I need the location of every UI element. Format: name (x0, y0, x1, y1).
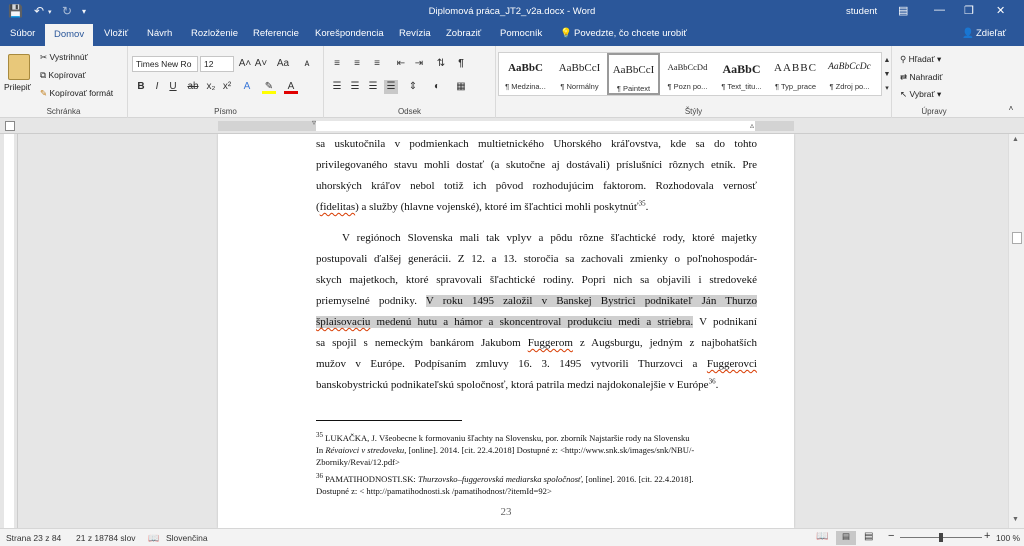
user-name[interactable]: student (846, 6, 878, 17)
text-line: uhorských kráľov nebol totiž ich pôvod rozhodujúcim faktorom. Rozhodovala vernosť (316, 180, 757, 192)
borders-icon[interactable]: ▦ (456, 81, 466, 92)
zoom-level[interactable]: 100 % (996, 533, 1021, 543)
strikethrough-icon[interactable]: ab (187, 81, 199, 92)
align-center-icon[interactable]: ☰ (350, 81, 360, 92)
style-item[interactable] (553, 53, 606, 95)
zoom-slider-thumb[interactable] (939, 533, 943, 542)
indent-marker-icon[interactable]: ▿ (312, 118, 317, 127)
line-spacing-icon[interactable]: ⇕ (408, 81, 418, 92)
change-case-icon[interactable]: Aa (276, 58, 290, 69)
spelling-error[interactable]: Fuggerom (527, 337, 573, 349)
horizontal-ruler[interactable] (0, 118, 1024, 134)
editing-label: Úpravy (921, 107, 947, 116)
scroll-up-icon[interactable]: ▲ (1012, 136, 1019, 143)
subscript-icon[interactable]: x₂ (206, 81, 216, 92)
scissors-icon: ✂ (40, 52, 48, 62)
styles-scroll-down-icon[interactable]: ▼ (883, 71, 891, 78)
increase-indent-icon[interactable]: ⇥ (414, 58, 424, 69)
tab-view[interactable]: Zobraziť (446, 28, 482, 39)
collapse-ribbon-icon[interactable]: ˄ (1008, 104, 1014, 113)
paragraph-1[interactable] (316, 134, 757, 218)
tab-selector-icon[interactable] (5, 121, 15, 131)
superscript-icon[interactable]: x² (222, 81, 232, 92)
paste-button[interactable]: Prilepiť (4, 82, 31, 92)
footnote-title: Thurzovsko–fuggerovská mediarska spoločnosť, (417, 474, 584, 484)
undo-icon[interactable]: ↶ (34, 4, 45, 18)
copy-icon: ⧉ (40, 70, 47, 80)
text-run: . (715, 379, 719, 391)
style-item[interactable] (499, 53, 552, 95)
tab-home[interactable]: Domov (45, 24, 93, 46)
tab-layout[interactable]: Rozloženie (191, 28, 238, 39)
shrink-font-icon[interactable]: A˅ (254, 58, 268, 69)
bullets-icon[interactable]: ≡ (334, 58, 340, 69)
show-marks-icon[interactable]: ¶ (458, 58, 464, 69)
document-page[interactable] (218, 134, 794, 528)
style-name: ¶ Normálny (560, 82, 599, 91)
cut-label: Vystrihnúť (49, 52, 88, 62)
clear-formatting-icon[interactable]: ᴀ (304, 58, 310, 69)
replace-button[interactable] (900, 72, 942, 83)
footnote-ref[interactable]: 35 (638, 199, 646, 208)
footnote-35[interactable] (316, 432, 757, 468)
word-count[interactable]: 21 z 18784 slov (76, 533, 136, 543)
underline-icon[interactable]: U (169, 81, 177, 92)
text-run: sa spojil s nemeckým bankárom Jakubom (316, 337, 528, 349)
find-button[interactable]: ⚲ Hľadať ▾ (900, 54, 942, 64)
window-title: Diplomová práca_JT2_v2a.docx - Word (428, 6, 596, 17)
text-line: V regiónoch Slovenska mali tak vplyv a pôdu rôzne šľachtické rody, ktoré majetky (342, 232, 757, 244)
vertical-ruler-track (4, 134, 14, 528)
lightbulb-icon: 💡 (560, 28, 572, 39)
bold-icon[interactable]: B (137, 81, 145, 92)
text-line: postupovali ďalšej generácii. Z 12. a 13. storočia sa zachovali zmienky o poľnohospodár- (316, 253, 757, 265)
italic-icon[interactable]: I (155, 81, 159, 92)
highlight-icon[interactable]: ✎ (262, 80, 276, 94)
sort-icon[interactable]: ⇅ (436, 58, 446, 69)
tab-help[interactable]: Pomocník (500, 28, 543, 39)
footnote-ref[interactable]: 36 (708, 377, 716, 386)
styles-more-icon[interactable]: ▾ (885, 85, 889, 92)
clipboard-group (0, 46, 128, 118)
tab-design[interactable]: Návrh (147, 28, 173, 39)
style-item[interactable] (769, 53, 822, 95)
style-name: ¶ Zdroj po... (829, 82, 870, 91)
search-icon: ⚲ (900, 54, 907, 64)
vertical-ruler[interactable] (0, 134, 18, 528)
page-indicator[interactable]: Strana 23 z 84 (6, 533, 62, 543)
paragraph-group (324, 46, 496, 118)
footnote-title: Révaiovci v stredoveku (325, 445, 405, 455)
style-preview: AaBbC (508, 62, 543, 74)
tab-file[interactable]: Súbor (10, 28, 36, 39)
page-number: 23 (500, 506, 512, 518)
footnote-36[interactable] (316, 473, 757, 497)
style-name: ¶ Medzina... (505, 82, 546, 91)
read-mode-icon[interactable]: 📖 (816, 531, 829, 542)
footnote-separator (316, 420, 462, 421)
scroll-thumb[interactable] (1012, 232, 1022, 244)
minimize-icon[interactable]: — (934, 4, 945, 16)
style-item[interactable] (661, 53, 714, 95)
proofing-icon[interactable]: 📖 (148, 533, 160, 543)
print-layout-icon[interactable]: ▤ (836, 531, 856, 545)
numbering-icon[interactable]: ≡ (354, 58, 360, 69)
styles-gallery (498, 52, 882, 96)
style-preview: AABBC (774, 62, 817, 74)
text-line: privilegovaného stavu mohli dostať (a skutočne aj dostávali) príslušníci rôznych etník. Pre (316, 159, 757, 171)
multilevel-list-icon[interactable]: ≡ (374, 58, 380, 69)
selected-spelling-error[interactable]: šplaisovaciu (316, 316, 371, 328)
select-icon: ↖ (900, 89, 908, 99)
text-line (316, 312, 757, 333)
share-button[interactable]: Zdieľať (976, 28, 1007, 39)
copy-label: Kopírovať (48, 70, 86, 80)
text-line: sa uskutočnila v podmienkach multietnického Uhorského kráľovstva, kde sa do tohto (316, 138, 757, 150)
language[interactable]: Slovenčina (166, 533, 208, 543)
styles-group (496, 46, 892, 118)
footnote-text: In (316, 445, 326, 455)
format-painter-label: Kopírovať formát (49, 88, 114, 98)
spelling-error[interactable]: Fuggerovci (706, 358, 757, 370)
title-bar (0, 0, 1024, 24)
undo-dropdown-icon[interactable]: ▾ (48, 9, 52, 16)
replace-label: Nahradiť (909, 72, 943, 82)
grow-font-icon[interactable]: A˄ (238, 58, 252, 69)
replace-icon: ⇄ (900, 72, 908, 82)
text-run: ( (316, 201, 320, 213)
text-run: mužov v Európe. Podpísaním zmluvy 16. 3. 1495 vytvorili Thurzovci a (316, 358, 707, 370)
font-size-combo[interactable]: 12 (200, 56, 234, 72)
text-run: V podnikaní (693, 316, 757, 328)
style-name: ¶ Text_titu... (721, 82, 762, 91)
redo-icon[interactable]: ↻ (62, 4, 73, 18)
paste-icon[interactable] (8, 54, 30, 80)
style-preview: AaBbCcI (612, 64, 655, 76)
tab-references[interactable]: Referencie (253, 28, 299, 39)
style-preview: AaBbCcDd (667, 62, 708, 72)
decrease-indent-icon[interactable]: ⇤ (396, 58, 406, 69)
text-line: skych majetkoch, ktoré spravovali šľachtické rodiny. Popri nich sa objavili i stredoveké (316, 274, 757, 286)
justify-icon[interactable]: ☰ (384, 80, 398, 94)
format-painter-button[interactable] (40, 88, 113, 99)
style-name: ¶ Pozn po... (667, 82, 708, 91)
text-line (316, 291, 757, 312)
style-item-selected[interactable] (607, 53, 660, 95)
copy-button[interactable] (40, 70, 86, 81)
brush-icon: ✎ (40, 88, 48, 98)
close-icon[interactable]: ✕ (996, 5, 1006, 17)
footnote-text: Zborniky/Revai/12.pdf> (316, 457, 400, 467)
style-preview: AaBbC (722, 62, 761, 76)
find-label: Hľadať (908, 54, 935, 64)
tab-mailings[interactable]: Korešpondencia (315, 28, 384, 39)
customize-qat-icon[interactable]: ▾ (82, 7, 87, 16)
text-line (316, 197, 757, 218)
share-icon[interactable]: 👤 (962, 28, 974, 39)
style-preview: AaBbCcDc (828, 62, 871, 72)
restore-icon[interactable]: ❐ (964, 5, 974, 17)
font-color-icon[interactable]: A (284, 80, 298, 94)
scroll-down-icon[interactable]: ▼ (1012, 516, 1019, 523)
clipboard-label: Schránka (46, 107, 81, 116)
tab-review[interactable]: Revízia (399, 28, 431, 39)
style-item[interactable] (823, 53, 876, 95)
ribbon-tabs (0, 24, 1024, 46)
select-label: Vybrať (909, 89, 935, 99)
font-label: Písmo (214, 107, 237, 116)
ribbon-display-options-icon[interactable]: ▤ (898, 5, 909, 17)
selected-text[interactable]: medenú hutu a hámor a skoncentroval produkciu medi a striebra. (370, 316, 694, 328)
font-group (128, 46, 324, 118)
footnote-text: Dostupné z: < http://pamatihodnosti.sk /pamatihodnost/?itemId=92> (316, 486, 552, 496)
footnote-text: [online]. 2016. [cit. 22.4.2018]. (583, 474, 694, 484)
footnote-text: , [online]. 2014. [cit. 22.4.2018] Dostupné z: <http://www.snk.sk/images/snk/NBU/- (404, 445, 695, 455)
style-name: ¶ Paintext (616, 84, 651, 93)
text-run: priemyselné podniky. (316, 295, 426, 307)
shading-icon[interactable]: ◐ (433, 81, 441, 92)
font-name-combo[interactable]: Times New Ro (132, 56, 198, 72)
web-layout-icon[interactable]: ▤ (864, 531, 874, 542)
editing-group (892, 46, 976, 118)
right-indent-icon[interactable]: ▵ (750, 121, 755, 130)
zoom-in-icon[interactable]: + (984, 530, 991, 542)
text-run: z Augsburgu, jedným z najbohatších (572, 337, 757, 349)
tell-me-search[interactable]: Povedzte, čo chcete urobiť (574, 28, 687, 39)
cut-button[interactable] (40, 52, 88, 63)
paragraph-2[interactable] (316, 228, 757, 396)
tab-insert[interactable]: Vložiť (104, 28, 129, 39)
vertical-scrollbar[interactable] (1008, 134, 1024, 528)
styles-scroll-up-icon[interactable]: ▲ (883, 57, 891, 64)
paragraph-label: Odsek (397, 107, 422, 116)
ruler-left-margin (218, 121, 316, 131)
footnote-text: LUKAČKA, J. Všeobecne k formovaniu šľachty na Slovensku, por. zborník Najstaršie rody na Slovensku (323, 433, 690, 443)
text-line (316, 354, 757, 375)
style-preview: AaBbCcI (558, 62, 601, 74)
select-button[interactable]: ↖ Vybrať ▾ (900, 89, 942, 99)
spelling-error[interactable]: fidelitas (319, 201, 356, 213)
text-line (316, 375, 757, 396)
footnote-text: PAMATIHODNOSTI.SK: (323, 474, 418, 484)
text-run: banskobystrickú podnikateľskú spoločnosť, ktorá patrila medzi najdokonalejšie v Európe (316, 379, 709, 391)
footnote-number: 35 (316, 431, 323, 440)
selected-text[interactable]: V roku 1495 založil v Banskej Bystrici podnikateľ Ján Thurzo (425, 295, 757, 307)
save-icon[interactable]: 💾 (8, 4, 23, 18)
text-run: . (645, 201, 649, 213)
text-effects-icon[interactable]: A (243, 81, 251, 92)
style-name: ¶ Typ_prace (775, 82, 816, 91)
ruler-right-margin (755, 121, 794, 131)
styles-label: Štýly (684, 107, 703, 116)
document-canvas[interactable] (18, 134, 1008, 528)
text-run: ) a služby (hlavne vojenské), ktoré im šľachtici mohli poskytnúť (355, 201, 639, 213)
align-right-icon[interactable]: ☰ (368, 81, 378, 92)
zoom-out-icon[interactable]: − (888, 530, 895, 542)
ribbon (0, 46, 1024, 118)
status-bar (0, 528, 1024, 546)
text-line (316, 333, 757, 354)
style-item[interactable] (715, 53, 768, 95)
align-left-icon[interactable]: ☰ (332, 81, 342, 92)
footnote-number: 36 (316, 472, 323, 481)
